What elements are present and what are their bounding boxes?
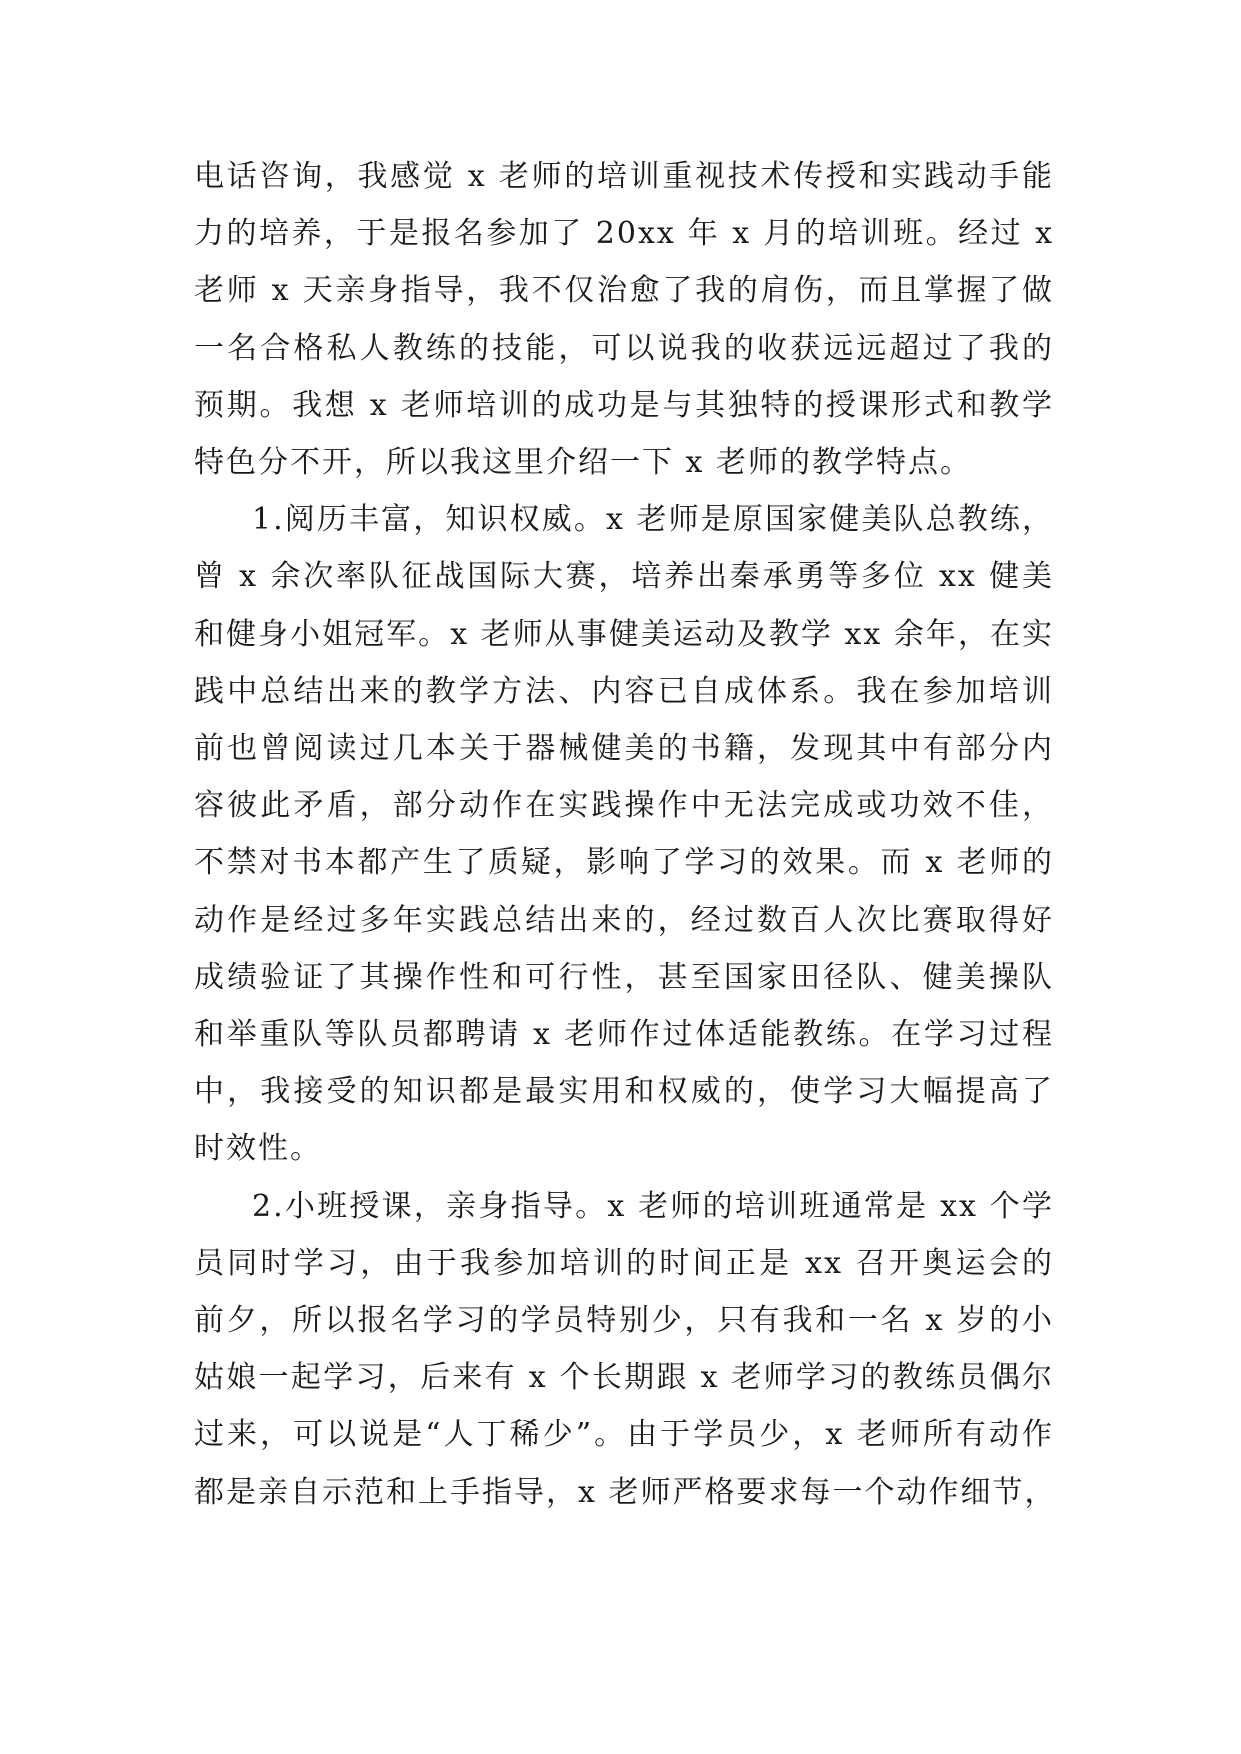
text-line: 容彼此矛盾，部分动作在实践操作中无法完成或功效不佳，: [194, 788, 1054, 824]
text-line: 特色分不开，所以我这里介绍一下 x 老师的教学特点。: [194, 445, 972, 480]
text-line: 姑娘一起学习，后来有 x 个长期跟 x 老师学习的教练员偶尔: [194, 1360, 1054, 1396]
text-line: 老师 x 天亲身指导，我不仅治愈了我的肩伤，而且掌握了做: [194, 273, 1054, 309]
text-line: 过来，可以说是“人丁稀少”。由于学员少，x 老师所有动作: [194, 1417, 1054, 1453]
text-line: 力的培养，于是报名参加了 20xx 年 x 月的培训班。经过 x: [194, 216, 1054, 252]
text-line: 和健身小姐冠军。x 老师从事健美运动及教学 xx 余年，在实: [194, 616, 1054, 652]
text-line: 动作是经过多年实践总结出来的，经过数百人次比赛取得好: [194, 902, 1054, 938]
text-line: 成绩验证了其操作性和可行性，甚至国家田径队、健美操队: [194, 959, 1054, 995]
text-line: 员同时学习，由于我参加培训的时间正是 xx 召开奥运会的: [194, 1245, 1054, 1281]
text-line: 践中总结出来的教学方法、内容已自成体系。我在参加培训: [194, 673, 1054, 709]
text-line: 前也曾阅读过几本关于器械健美的书籍，发现其中有部分内: [194, 731, 1054, 766]
text-line: 中，我接受的知识都是最实用和权威的，使学习大幅提高了: [194, 1074, 1054, 1110]
paragraph-first-line: 2.小班授课，亲身指导。x 老师的培训班通常是 xx 个学: [252, 1188, 1054, 1224]
text-line: 都是亲自示范和上手指导，x 老师严格要求每一个动作细节，: [194, 1474, 1057, 1510]
text-line: 和举重队等队员都聘请 x 老师作过体适能教练。在学习过程: [194, 1017, 1054, 1052]
text-line: 前夕，所以报名学习的学员特别少，只有我和一名 x 岁的小: [194, 1303, 1054, 1338]
text-line: 电话咨询，我感觉 x 老师的培训重视技术传授和实践动手能: [194, 159, 1054, 194]
text-line: 预期。我想 x 老师培训的成功是与其独特的授课形式和教学: [194, 387, 1054, 423]
text-line: 不禁对书本都产生了质疑，影响了学习的效果。而 x 老师的: [194, 845, 1054, 881]
text-line: 一名合格私人教练的技能，可以说我的收获远远超过了我的: [194, 330, 1054, 366]
text-line: 时效性。: [194, 1131, 322, 1167]
text-line: 曾 x 余次率队征战国际大赛，培养出秦承勇等多位 xx 健美: [194, 559, 1054, 595]
paragraph-first-line: 1.阅历丰富，知识权威。x 老师是原国家健美队总教练，: [252, 502, 1054, 538]
